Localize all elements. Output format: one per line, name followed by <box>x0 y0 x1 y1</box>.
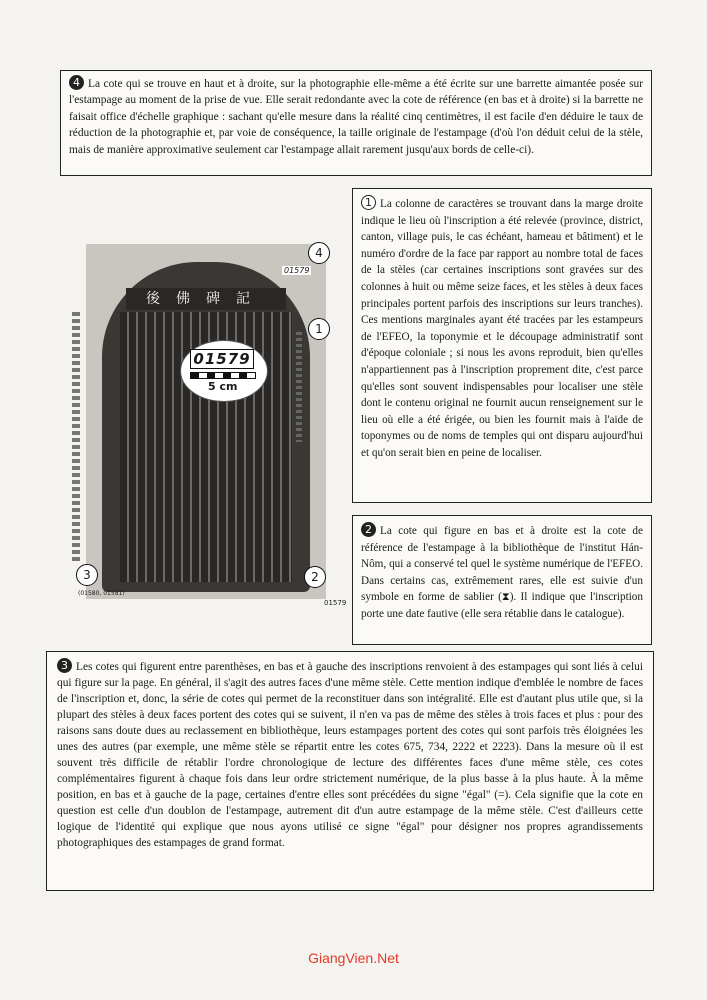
marker-1: 1 <box>361 195 376 210</box>
note-3-body: Les cotes qui figurent entre parenthèses, en bas et à gauche des inscriptions renvoient à des estampages qui sont liés à celui qui figure sur la page. En général, il s'agit des autres faces d'une même stèle. Cette mention indique d'emblée le nombre de faces de l'inscription et, donc, la série de cotes qui permet de la reconstituer dans son intégralité. Elle est d'autant plus utile que, si la plupart des stèles à deux faces portent des cotes qui se suivent, il n'en va pas de même des stèles à trois faces et plus : pour des raisons sans doute dues au reclassement en bibliothèque, leurs estampages portent des cotes qui sont parfois très éloignées les unes des autres (par exemple, une même stèle se répartit entre les cotes 675, 734, 2222 et 2223). Dans la mesure où il est souvent très difficile de rétablir l'ordre chronologique de lecture des différentes faces d'une même stèle, ces cotes complémentaires figurent à chaque fois dans leur ordre strictement numérique, de la plus basse à la plus haute. À la même position, en bas et à gauche de la page, certaines d'entre elles sont précédées du signe "égal" (=). Cela signifie que la cote en question est celle d'un doublon de l'estampage, autrement dit d'un autre estampage de la même stèle. C'est d'ailleurs cette logique de l'identité qui explique que nous ayons utilisé ce signe "égal" pour désigner nos propres agrandissements photographiques des estampages de grand format. <box>57 661 643 849</box>
note-3-text <box>57 658 643 851</box>
callout-3: 3 <box>76 564 98 586</box>
stele-photograph <box>68 222 350 614</box>
note-box-3 <box>46 651 654 891</box>
marker-3: 3 <box>57 658 72 673</box>
callout-2: 2 <box>304 566 326 588</box>
watermark: GiangVien.Net <box>308 950 399 966</box>
bottom-left-code: (01580, 01581) <box>78 590 125 597</box>
scale-label: 5 cm <box>208 380 238 393</box>
note-4-text <box>69 75 643 158</box>
note-2-text <box>361 522 643 623</box>
top-code-label: 01579 <box>284 266 310 275</box>
zoom-code-label: 01579 <box>190 349 254 369</box>
note-2-body: La cote qui figure en bas et à droite est la cote de référence de l'estampage à la bibliothèque de l'institut Hán-Nôm, qui a conservé tel quel le système numérique de l'EFEO. Dans certains cas, extrêmement rares, elle est suivie d'un symbole en forme de sablier (⧗). Il indique que l'inscription porte une date fautive (elle sera rétablie dans le catalogue). <box>361 525 643 620</box>
note-box-1 <box>352 188 652 503</box>
scale-bar <box>190 372 256 379</box>
callout-4: 4 <box>308 242 330 264</box>
note-1-body: La colonne de caractères se trouvant dans la marge droite indique le lieu où l'inscription a été relevée (province, district, canton, village puis, le cas échéant, hameau et bâtiment) et le numéro d'ordre de la face par rapport au nombre total de faces de la stèles (car certaines inscriptions sont gravées sur des colonnes à huit ou même seize faces, et les stèles à deux faces principales portent parfois des inscriptions sur leurs tranches). Ces mentions marginales ayant été tracées par les estampeurs de l'EFEO, la toponymie et le découpage administratif sont d'époque coloniale ; si nous les avons reproduit, bien qu'elles n'appartiennent pas à l'inscription proprement dite, c'est parce qu'elles sont souvent indispensables pour localiser une stèle dont le contenu original ne fournit aucun renseignement sur le lieu où elle a été érigée, ou bien les fournit mais à l'aide de toponymes ou de noms de temples qui ont disparu aujourd'hui et qu'on serait bien en peine de localiser. <box>361 198 643 459</box>
marker-4: 4 <box>69 75 84 90</box>
bottom-code-label: 01579 <box>324 599 347 607</box>
marker-2: 2 <box>361 522 376 537</box>
note-4-body: La cote qui se trouve en haut et à droite, sur la photographie elle-même a été écrite sur une barrette aimantée posée sur l'estampage au moment de la prise de vue. Elle serait redondante avec la cote de référence (en bas et à droite) si la barrette ne faisait office d'échelle graphique : sachant qu'elle mesure dans la réalité cinq centimètres, il est facile d'en déduire le taux de réduction de la photographie et, par voie de conséquence, la taille originale de l'estampage (d'où l'on déduit celui de la stèle, mais de manière approximative seulement car l'estampage allait rarement jusqu'aux bords de celle-ci). <box>69 78 643 156</box>
note-box-4 <box>60 70 652 176</box>
note-1-text <box>361 195 643 462</box>
callout-1: 1 <box>308 318 330 340</box>
marginal-text-left <box>72 312 80 562</box>
stele-title: 後佛碑記 <box>126 288 286 310</box>
marginal-text-right <box>296 332 302 442</box>
note-box-2 <box>352 515 652 645</box>
